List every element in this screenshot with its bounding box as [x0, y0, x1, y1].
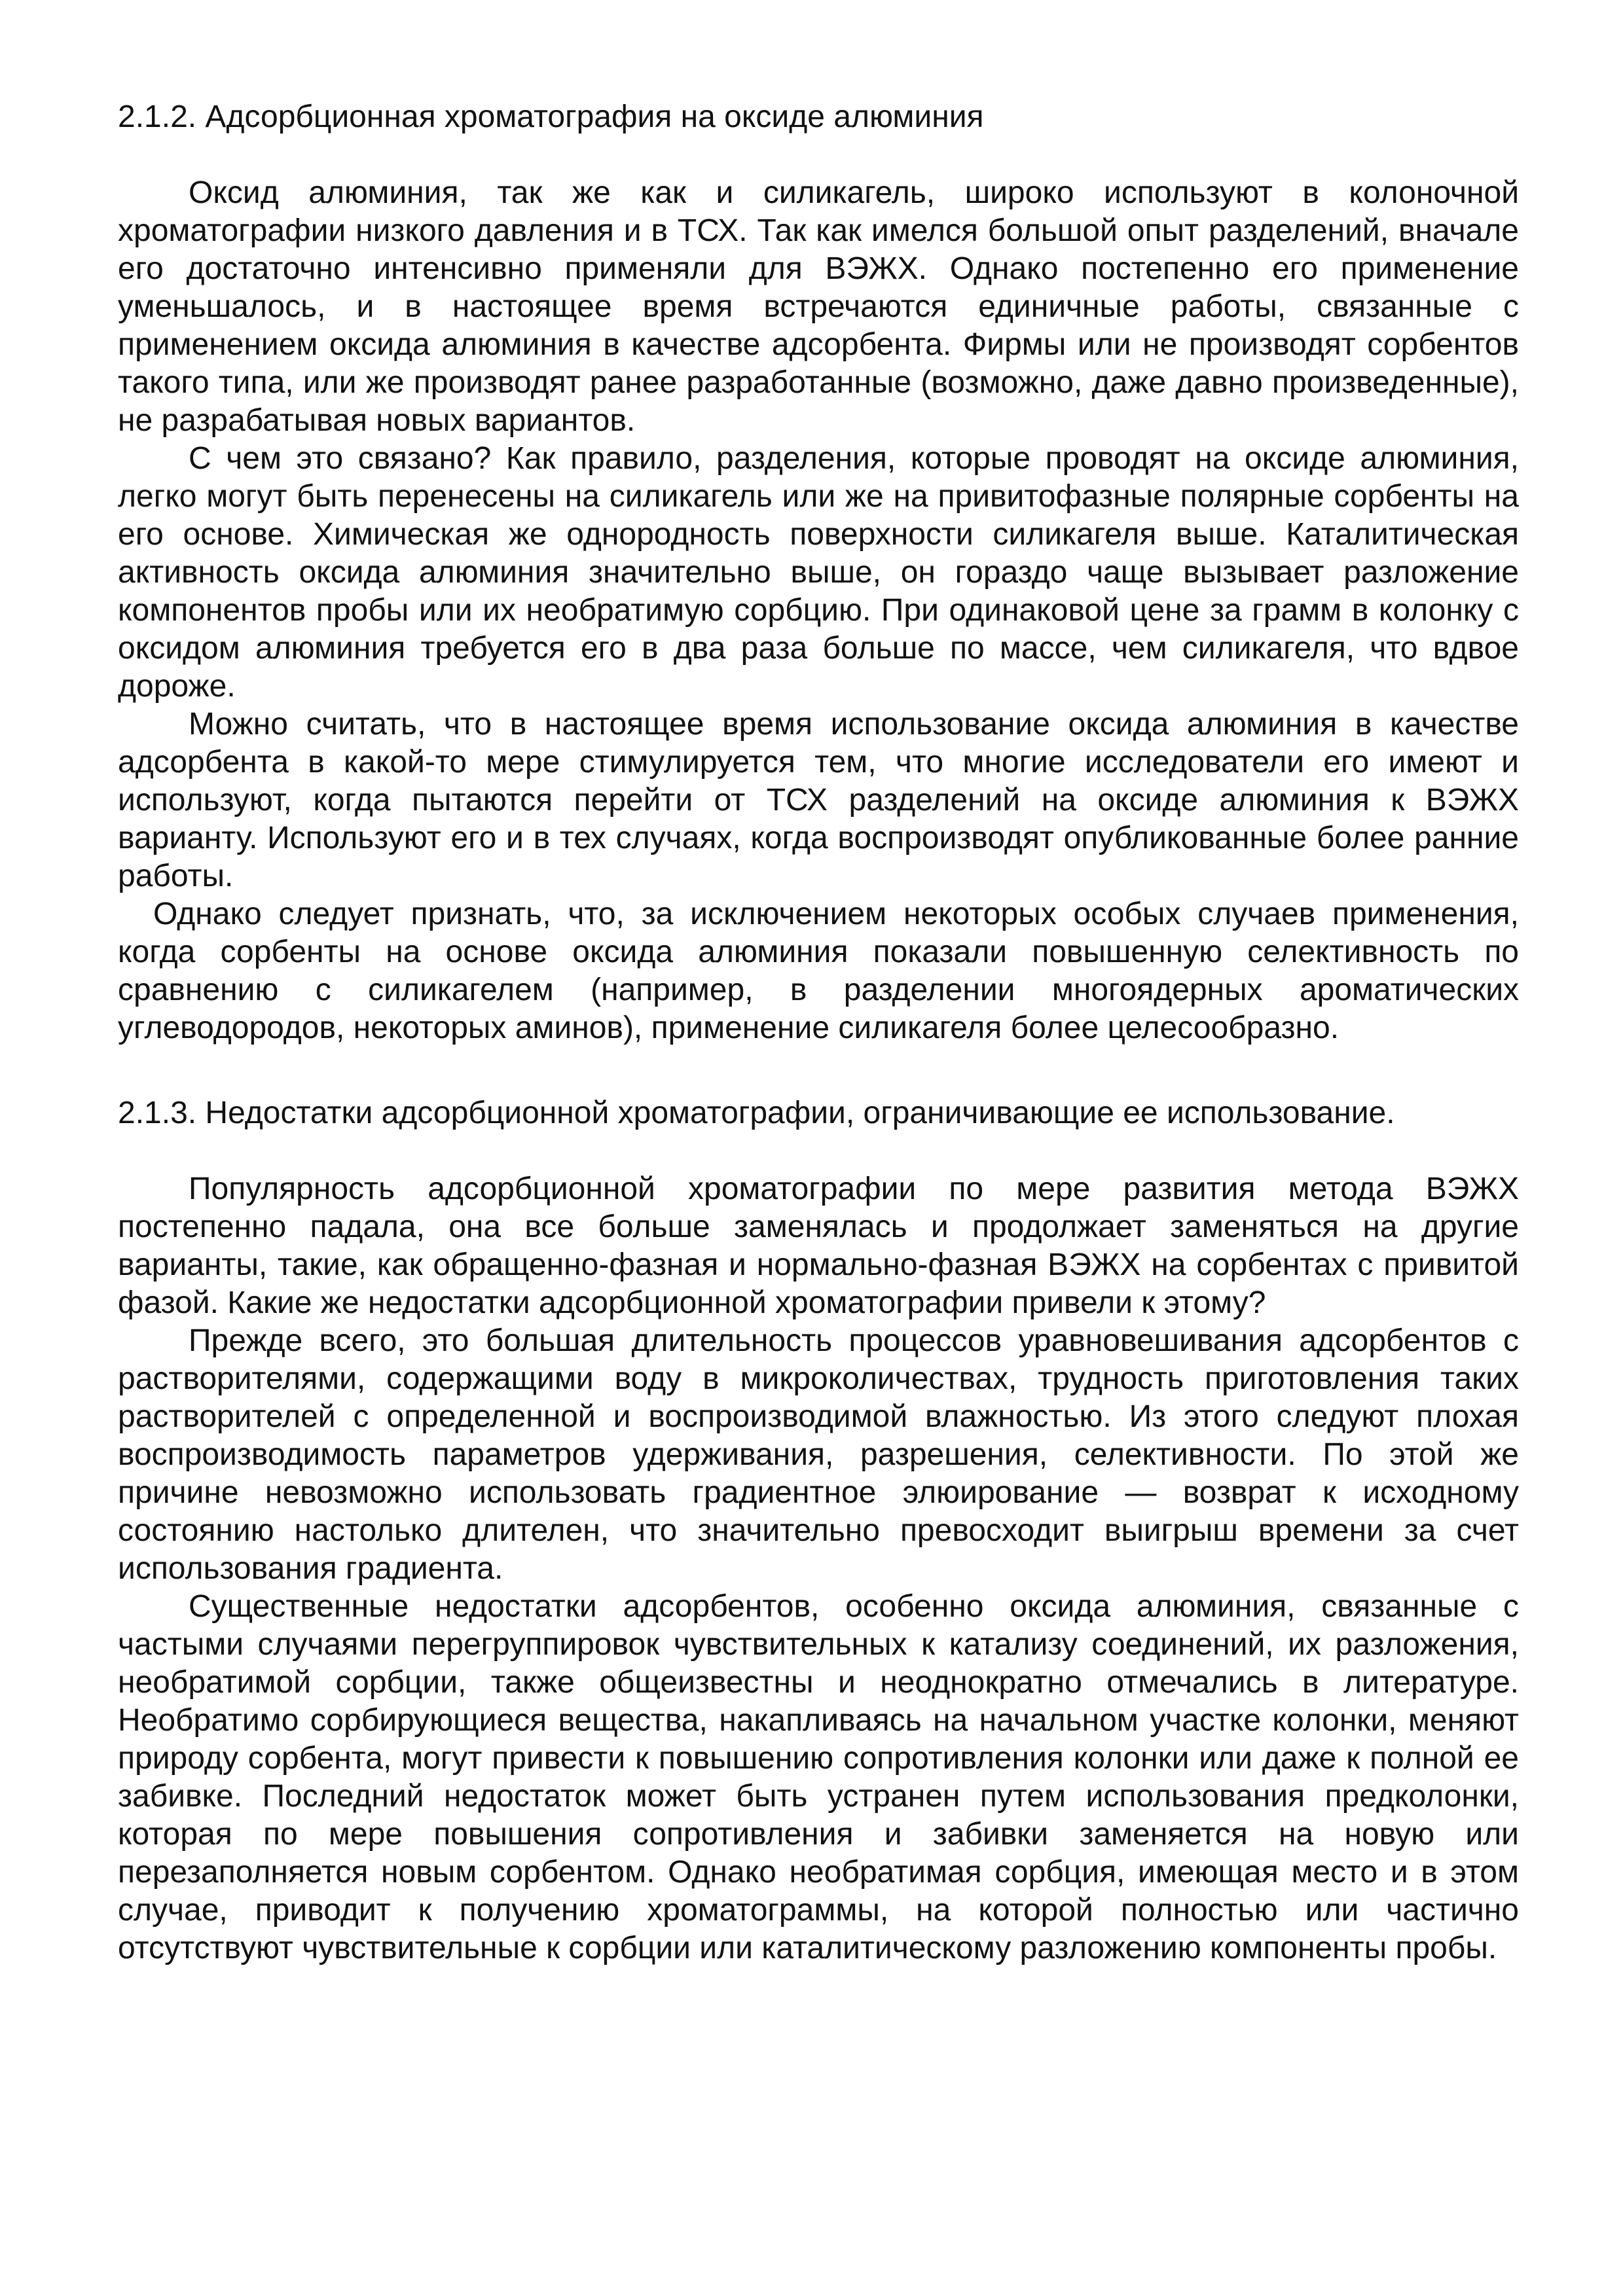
- section-heading: 2.1.3. Недостатки адсорбционной хроматографии, ограничивающие ее использование.: [118, 1096, 1395, 1130]
- paragraph: Существенные недостатки адсорбентов, особенно оксида алюминия, связанные с частыми случаями перегруппировок чувствительных к катализу соединений, их разложения, необратимой сорбции, также общеизвестны и неоднократно отмечались в литературе. Необратимо сорбирующиеся вещества, накапливаясь на начальном участке колонки, меняют природу сорбента, могут привести к повышению сопротивления колонки или даже к полной ее забивке. Последний недостаток может быть устранен путем использования предколонки, которая по мере повышения сопротивления и забивки заменяется на новую или перезаполняется новым сорбентом. Однако необратимая сорбция, имеющая место и в этом случае, приводит к получению хроматограммы, на которой полностью или частично отсутствуют чувствительные к сорбции или каталитическому разложению компоненты пробы.: [118, 1589, 1519, 1965]
- section-drawbacks: [118, 1094, 1519, 1967]
- paragraph: Популярность адсорбционной хроматографии по мере развития метода ВЭЖХ постепенно падала, она все больше заменялась и продолжает заменяться на другие варианты, такие, как обращенно-фазная и нормально-фазная ВЭЖХ на сорбентах с привитой фазой. Какие же недостатки адсорбционной хроматографии привели к этому?: [118, 1172, 1519, 1320]
- paragraph: Можно считать, что в настоящее время использование оксида алюминия в качестве адсорбента в какой-то мере стимулируется тем, что многие исследователи его имеют и используют, когда пытаются перейти от ТСХ разделений на оксиде алюминия к ВЭЖХ варианту. Используют его и в тех случаях, когда воспроизводят опубликованные более ранние работы.: [118, 707, 1519, 893]
- paragraph: Прежде всего, это большая длительность процессов уравновешивания адсорбентов с растворителями, содержащими воду в микроколичествах, трудность приготовления таких растворителей с определенной и воспроизводимой влажностью. Из этого следуют плохая воспроизводимость параметров удерживания, разрешения, селективности. По этой же причине невозможно использовать градиентное элюирование — возврат к исходному состоянию настолько длителен, что значительно превосходит выигрыш времени за счет использования градиента.: [118, 1323, 1519, 1586]
- section-alumina: [118, 98, 1519, 1047]
- section-heading: 2.1.2. Адсорбционная хроматография на оксиде алюминия: [118, 99, 984, 134]
- section-body: [118, 174, 1519, 1047]
- paragraph: Однако следует признать, что, за исключением некоторых особых случаев применения, когда сорбенты на основе оксида алюминия показали повышенную селективность по сравнению с силикагелем (например, в разделении многоядерных ароматических углеводородов, некоторых аминов), применение силикагеля более целесообразно.: [118, 897, 1519, 1045]
- document-page: [118, 98, 1519, 1967]
- paragraph: С чем это связано? Как правило, разделения, которые проводят на оксиде алюминия, легко могут быть перенесены на силикагель или же на привитофазные полярные сорбенты на его основе. Химическая же однородность поверхности силикагеля выше. Каталитическая активность оксида алюминия значительно выше, он гораздо чаще вызывает разложение компонентов пробы или их необратимую сорбцию. При одинаковой цене за грамм в колонку с оксидом алюминия требуется его в два раза больше по массе, чем силикагеля, что вдвое дороже.: [118, 441, 1519, 704]
- section-body: [118, 1170, 1519, 1967]
- paragraph: Оксид алюминия, так же как и силикагель, широко используют в колоночной хроматографии низкого давления и в ТСХ. Так как имелся большой опыт разделений, вначале его достаточно интенсивно применяли для ВЭЖХ. Однако постепенно его применение уменьшалось, и в настоящее время встречаются единичные работы, связанные с применением оксида алюминия в качестве адсорбента. Фирмы или не производят сорбентов такого типа, или же производят ранее разработанные (возможно, даже давно произведенные), не разрабатывая новых вариантов.: [118, 175, 1519, 438]
